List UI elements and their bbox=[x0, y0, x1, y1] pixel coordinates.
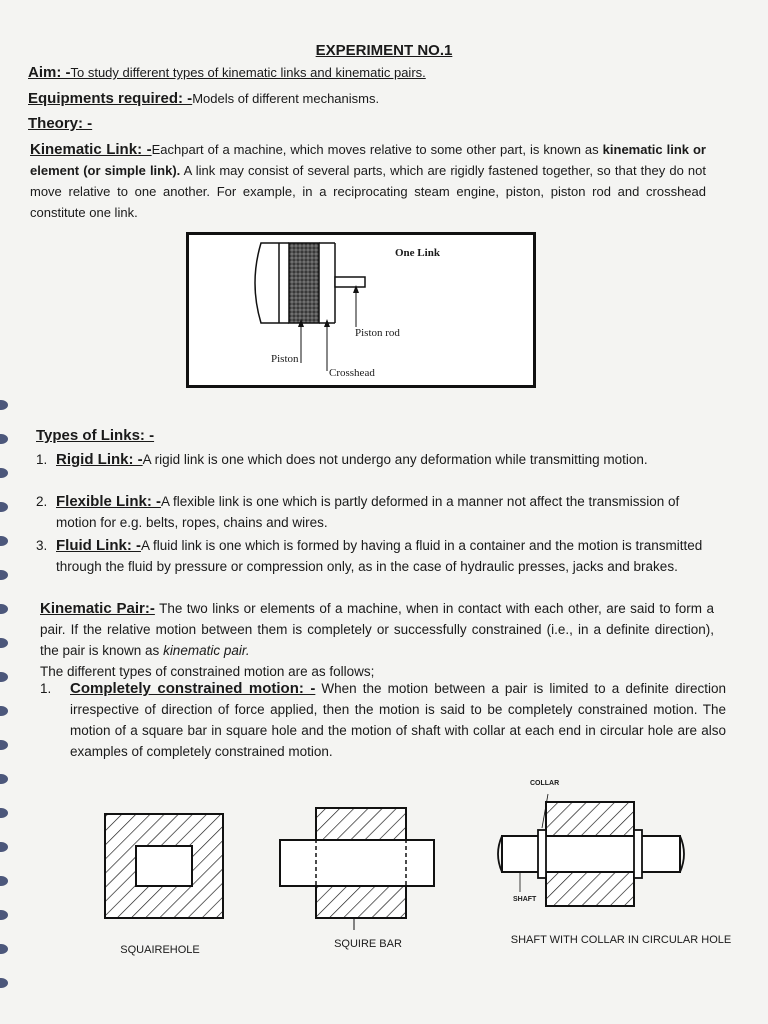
theory-label: Theory: - bbox=[28, 115, 93, 132]
kinematic-pair-italic: kinematic pair. bbox=[163, 643, 250, 658]
flexible-link-label: Flexible Link: - bbox=[56, 493, 162, 510]
flexible-link-text: A flexible link is one which is partly deformed in a manner not affect the transmission of motion for e.g. belts, ropes, chains and wires. bbox=[56, 494, 680, 530]
rigid-link-label: Rigid Link: - bbox=[56, 451, 143, 468]
kinematic-pair-paragraph bbox=[40, 598, 714, 661]
constrained-motion-text: When the motion between a pair is limited to a definite direction irrespective of direction of force applied, then the motion is said to be completely constrained motion. The motion of a square bar in square hole and the motion of shaft with collar at each end in circular hole are also examples of completely constrained motion. bbox=[70, 681, 726, 759]
list-number: 3. bbox=[36, 538, 48, 553]
list-number: 2. bbox=[36, 494, 48, 509]
page-title: EXPERIMENT NO.1 bbox=[315, 42, 453, 59]
constrained-motion-item bbox=[40, 678, 726, 783]
shaft-label: SHAFT bbox=[513, 896, 537, 903]
kinematic-link-paragraph bbox=[30, 139, 706, 223]
aim-text: To study different types of kinematic links and kinematic pairs. bbox=[70, 65, 426, 80]
kinematic-link-text-1: Eachpart of a machine, which moves relative to some other part, is known as bbox=[151, 142, 599, 157]
link-type-item-flexible bbox=[36, 491, 716, 533]
list-number: 1. bbox=[36, 452, 48, 467]
kinematic-link-label: Kinematic Link: - bbox=[30, 141, 152, 158]
theory-line bbox=[28, 115, 92, 132]
square-hole-caption: SQUAIREHOLE bbox=[120, 944, 200, 956]
piston-label: Piston bbox=[271, 353, 299, 365]
equipment-text: Models of different mechanisms. bbox=[192, 91, 380, 106]
link-type-item-fluid bbox=[36, 535, 716, 598]
one-link-figure bbox=[186, 232, 536, 388]
square-hole-drawing bbox=[105, 814, 223, 918]
aim-line bbox=[28, 64, 426, 81]
kinematic-link-text-2: A link may consist of several parts, which are rigidly fastened together, so that they do not move relative to one another. For example, in a reciprocating steam engine, piston, piston rod and crosshead constitute one link. bbox=[30, 163, 706, 220]
equipment-label: Equipments required: - bbox=[28, 90, 193, 107]
types-of-links-line bbox=[36, 427, 154, 444]
shaft-collar-drawing bbox=[498, 794, 684, 906]
square-bar-caption: SQUIRE BAR bbox=[334, 938, 402, 950]
shaft-collar-caption: SHAFT WITH COLLAR IN CIRCULAR HOLE bbox=[510, 934, 732, 946]
link-type-item-rigid bbox=[36, 449, 716, 491]
kinematic-pair-label: Kinematic Pair:- bbox=[40, 600, 155, 617]
constrained-intro: The different types of constrained motion are as follows; bbox=[40, 664, 375, 679]
square-bar-drawing bbox=[280, 808, 434, 930]
kinematic-pair-text: The two links or elements of a machine, when in contact with each other, are said to form a pair. If the relative motion between them is completely or successfully constrained (i.e., in a definite direction), the pair is known as bbox=[40, 601, 714, 658]
kinematic-link-bold: kinematic link or element (or simple link). bbox=[30, 142, 706, 178]
equipment-line bbox=[28, 90, 379, 107]
fluid-link-text: A fluid link is one which is formed by having a fluid in a container and the motion is transmitted through the fluid by pressure or compression only, as in the case of hydraulic presses, jacks and brakes. bbox=[56, 538, 703, 574]
piston-diagram bbox=[189, 235, 533, 385]
aim-label: Aim: - bbox=[28, 64, 71, 81]
constrained-motion-label: Completely constrained motion: - bbox=[70, 680, 316, 697]
piston-rod-label: Piston rod bbox=[355, 327, 400, 339]
types-of-links-heading: Types of Links: - bbox=[36, 427, 155, 444]
crosshead-label: Crosshead bbox=[329, 367, 375, 379]
collar-label: COLLAR bbox=[530, 780, 560, 787]
list-number: 1. bbox=[40, 681, 52, 696]
fluid-link-label: Fluid Link: - bbox=[56, 537, 141, 554]
one-link-label: One Link bbox=[395, 247, 440, 259]
rigid-link-text: A rigid link is one which does not undergo any deformation while transmitting motion. bbox=[142, 452, 648, 467]
